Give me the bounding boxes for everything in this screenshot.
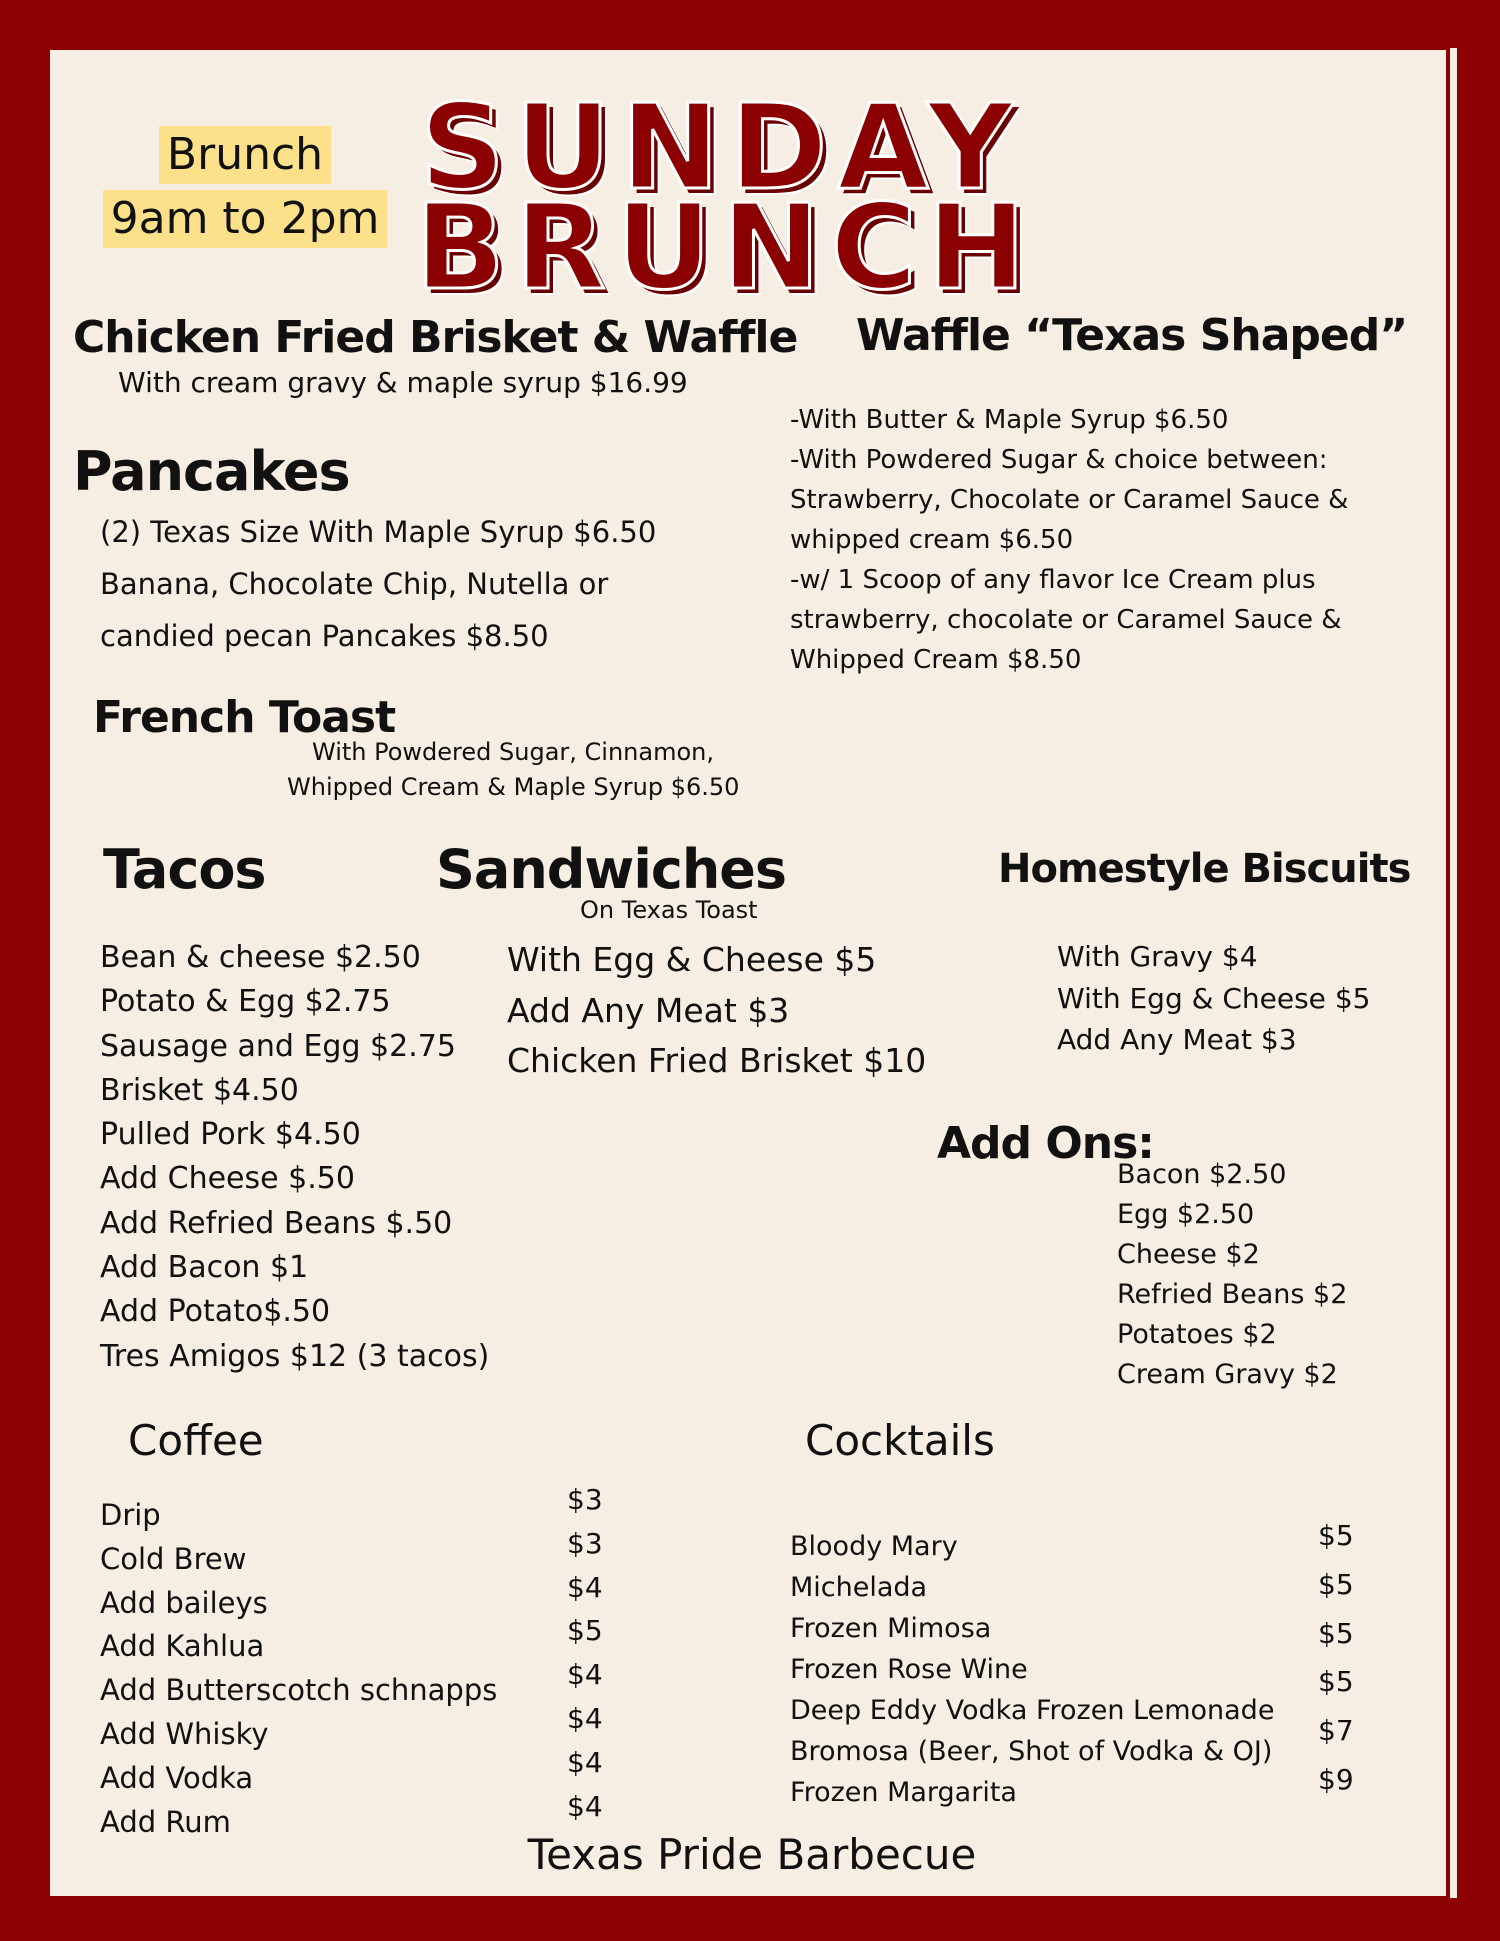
addon-item: Egg $2.50: [1117, 1199, 1255, 1230]
cocktail-item: Bromosa (Beer, Shot of Vodka & OJ): [790, 1736, 1273, 1767]
sandwich-item: Chicken Fried Brisket $10: [507, 1041, 927, 1080]
taco-item: Brisket $4.50: [100, 1072, 299, 1108]
coffee-price: $5: [567, 1614, 603, 1648]
coffee-item: Add Kahlua: [100, 1629, 265, 1664]
addon-item: Refried Beans $2: [1117, 1279, 1348, 1310]
footer-brand-text: Texas Pride Barbecue: [527, 1830, 977, 1879]
coffee-item: Add Rum: [100, 1804, 231, 1839]
coffee-prices: [567, 1478, 603, 1828]
cocktail-price: $5: [1318, 1519, 1354, 1552]
biscuit-item: Add Any Meat $3: [1057, 1023, 1297, 1056]
coffee-item: Add Whisky: [100, 1716, 269, 1751]
coffee-price: $4: [567, 1789, 603, 1823]
cocktails-list: [790, 1526, 1274, 1813]
pancakes-line: (2) Texas Size With Maple Syrup $6.50: [100, 515, 657, 549]
side-rule: [1450, 48, 1457, 1898]
pancakes-line: Banana, Chocolate Chip, Nutella or: [100, 567, 609, 601]
hours-badge: [95, 123, 395, 251]
coffee-item: Drip: [100, 1498, 161, 1532]
coffee-price: $4: [567, 1701, 603, 1735]
sandwich-item: With Egg & Cheese $5: [507, 940, 877, 979]
tacos-list: [100, 936, 489, 1379]
waffle-line: -w/ 1 Scoop of any flavor Ice Cream plus: [790, 565, 1316, 595]
cocktail-item: Frozen Margarita: [790, 1777, 1017, 1808]
biscuit-item: With Gravy $4: [1057, 940, 1258, 973]
biscuits-list: [1057, 936, 1370, 1061]
cocktail-price: $7: [1318, 1714, 1354, 1748]
chicken-fried-heading: Chicken Fried Brisket & Waffle: [73, 312, 798, 363]
sandwiches-list: [507, 935, 926, 1087]
pancakes-line: candied pecan Pancakes $8.50: [100, 619, 549, 653]
waffle-list: [790, 400, 1348, 680]
addon-item: Cream Gravy $2: [1117, 1359, 1338, 1390]
coffee-price: $4: [567, 1658, 603, 1692]
title-line-1: SUNDAY: [420, 78, 1023, 216]
taco-item: Pulled Pork $4.50: [100, 1117, 361, 1153]
addons-heading: Add Ons:: [937, 1118, 1154, 1169]
biscuits-heading: Homestyle Biscuits: [998, 846, 1411, 892]
cocktail-item: Bloody Mary: [790, 1531, 958, 1562]
coffee-list: [100, 1494, 497, 1844]
waffle-line: -With Butter & Maple Syrup $6.50: [790, 405, 1229, 435]
french-toast-heading: French Toast: [93, 692, 396, 743]
coffee-price: $3: [567, 1483, 603, 1516]
cocktail-item: Frozen Rose Wine: [790, 1654, 1028, 1685]
coffee-item: Add Butterscotch schnapps: [100, 1673, 498, 1708]
coffee-price: $4: [567, 1570, 603, 1604]
addon-item: Bacon $2.50: [1117, 1159, 1287, 1190]
coffee-item: Cold Brew: [100, 1541, 247, 1576]
coffee-item: Add Vodka: [100, 1760, 254, 1795]
french-toast-line-2: Whipped Cream & Maple Syrup $6.50: [287, 773, 740, 801]
coffee-price: $3: [567, 1526, 603, 1560]
taco-item: Add Refried Beans $.50: [100, 1205, 453, 1241]
cocktail-price: $5: [1318, 1616, 1354, 1650]
sandwich-item: Add Any Meat $3: [507, 990, 790, 1030]
title-line-2: BRUNCH: [415, 178, 1036, 316]
cocktail-item: Deep Eddy Vodka Frozen Lemonade: [790, 1695, 1275, 1726]
coffee-price: $4: [567, 1745, 603, 1779]
french-toast-line-1: With Powdered Sugar, Cinnamon,: [312, 738, 714, 766]
footer-brand: [0, 1830, 1500, 1879]
cocktail-price: $5: [1318, 1567, 1354, 1601]
pancakes-heading: Pancakes: [73, 440, 350, 503]
waffle-line: Whipped Cream $8.50: [790, 645, 1082, 675]
taco-item: Tres Amigos $12 (3 tacos): [100, 1338, 490, 1374]
taco-item: Potato & Egg $2.75: [100, 984, 391, 1020]
coffee-item: Add baileys: [100, 1585, 268, 1620]
hours-line-1: Brunch: [159, 126, 331, 184]
taco-item: Add Potato$.50: [100, 1294, 331, 1330]
taco-item: Sausage and Egg $2.75: [100, 1028, 456, 1064]
addon-item: Cheese $2: [1117, 1239, 1260, 1270]
waffle-line: whipped cream $6.50: [790, 525, 1074, 555]
taco-item: Add Bacon $1: [100, 1250, 309, 1286]
chicken-fried-desc: With cream gravy & maple syrup $16.99: [118, 366, 688, 399]
coffee-heading: Coffee: [128, 1416, 264, 1465]
tacos-heading: Tacos: [103, 838, 266, 901]
taco-item: Bean & cheese $2.50: [100, 940, 421, 975]
cocktails-heading: Cocktails: [805, 1416, 995, 1465]
pancakes-list: [100, 506, 656, 662]
waffle-line: strawberry, chocolate or Caramel Sauce &: [790, 605, 1342, 635]
addons-list: [1117, 1155, 1347, 1395]
waffle-line: -With Powdered Sugar & choice between:: [790, 445, 1328, 475]
sandwiches-heading: Sandwiches: [436, 838, 787, 901]
waffle-line: Strawberry, Chocolate or Caramel Sauce &: [790, 485, 1349, 515]
taco-item: Add Cheese $.50: [100, 1161, 355, 1197]
cocktail-price: $5: [1318, 1665, 1354, 1699]
waffle-heading: Waffle “Texas Shaped”: [856, 310, 1408, 361]
addon-item: Potatoes $2: [1117, 1319, 1277, 1350]
cocktail-prices: [1318, 1512, 1354, 1805]
cocktail-item: Frozen Mimosa: [790, 1613, 992, 1644]
cocktail-price: $9: [1318, 1762, 1354, 1796]
cocktail-item: Michelada: [790, 1572, 928, 1603]
biscuit-item: With Egg & Cheese $5: [1057, 981, 1371, 1015]
hours-line-2: 9am to 2pm: [103, 190, 388, 248]
sandwiches-subheading: On Texas Toast: [580, 896, 758, 924]
